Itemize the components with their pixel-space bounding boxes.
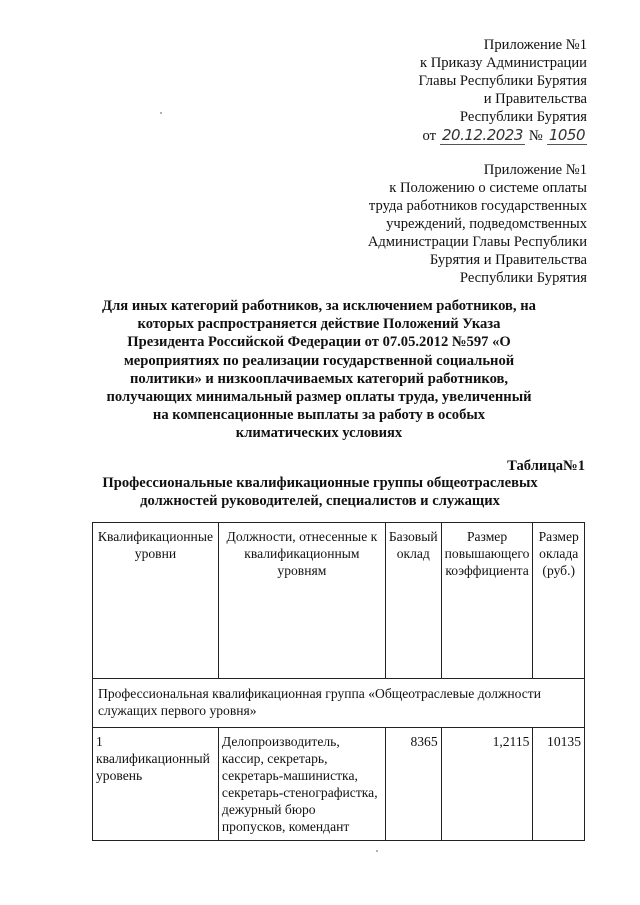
annex-2-line: Бурятия и Правительства	[429, 252, 587, 268]
annex-2-line: учреждений, подведомственных	[386, 216, 587, 232]
annex-2-line: Республики Бурятия	[459, 270, 587, 286]
table-title: Профессиональные квалификационные группы общеотраслевых должностей руководителей, специалистов и служащих	[102, 475, 538, 509]
annex-1-line: Главы Республики Бурятия	[418, 73, 587, 89]
number-label: №	[528, 128, 543, 144]
table-label: Таблица№1	[507, 458, 585, 474]
handwritten-number: 1050	[548, 126, 585, 144]
annex-1-line: к Приказу Администрации	[419, 55, 587, 71]
annex-2-line: Администрации Главы Республики	[367, 234, 587, 250]
annex-1-title: Приложение №1	[483, 37, 587, 53]
table-row	[93, 728, 585, 841]
header-salary: Размер оклада (руб.)	[533, 523, 585, 679]
scan-speck	[376, 850, 378, 852]
salary-table	[92, 522, 585, 841]
annex-2-block	[368, 161, 587, 287]
annex-1-line: и Правительства	[483, 91, 587, 107]
table-header-row	[93, 523, 585, 679]
header-positions: Должности, отнесенные к квалификационным уровням	[218, 523, 385, 679]
document-heading: Для иных категорий работников, за исключением работников, на которых распространяется действие Положений Указа Президента Российской Федерации от 07.05.2012 №597 «О мероприятиях по реализации государственной социальной политики» и низкооплачиваемых категорий работников, получающих минимальный размер оплаты труда, увеличенный на компенсационные выплаты за работу в особых климатических условиях	[102, 298, 536, 442]
scan-speck	[160, 112, 162, 114]
cell-coefficient: 1,2115	[441, 728, 533, 841]
annex-1-line: Республики Бурятия	[459, 109, 587, 125]
group-title: Профессиональная квалификационная группа «Общеотраслевые должности служащих первого уровня»	[93, 679, 585, 728]
annex-2-line: к Положению о системе оплаты	[389, 180, 587, 196]
annex-2-title: Приложение №1	[483, 162, 587, 178]
from-label: от	[422, 128, 436, 144]
annex-2-line: труда работников государственных	[368, 198, 587, 214]
order-date-line	[423, 126, 588, 145]
annex-1-block	[418, 36, 587, 145]
header-qualification-levels: Квалификационные уровни	[93, 523, 219, 679]
header-coefficient: Размер повышающего коэффициента	[441, 523, 533, 679]
cell-positions: Делопроизводитель, кассир, секретарь, секретарь-машинистка, секретарь-стенографистка, дежурный бюро пропусков, комендант	[218, 728, 385, 841]
group-row	[93, 679, 585, 728]
cell-salary: 10135	[533, 728, 585, 841]
cell-level: 1 квалификационный уровень	[93, 728, 219, 841]
cell-base-salary: 8365	[385, 728, 441, 841]
header-base-salary: Базовый оклад	[385, 523, 441, 679]
handwritten-date: 20.12.2023	[441, 126, 523, 144]
